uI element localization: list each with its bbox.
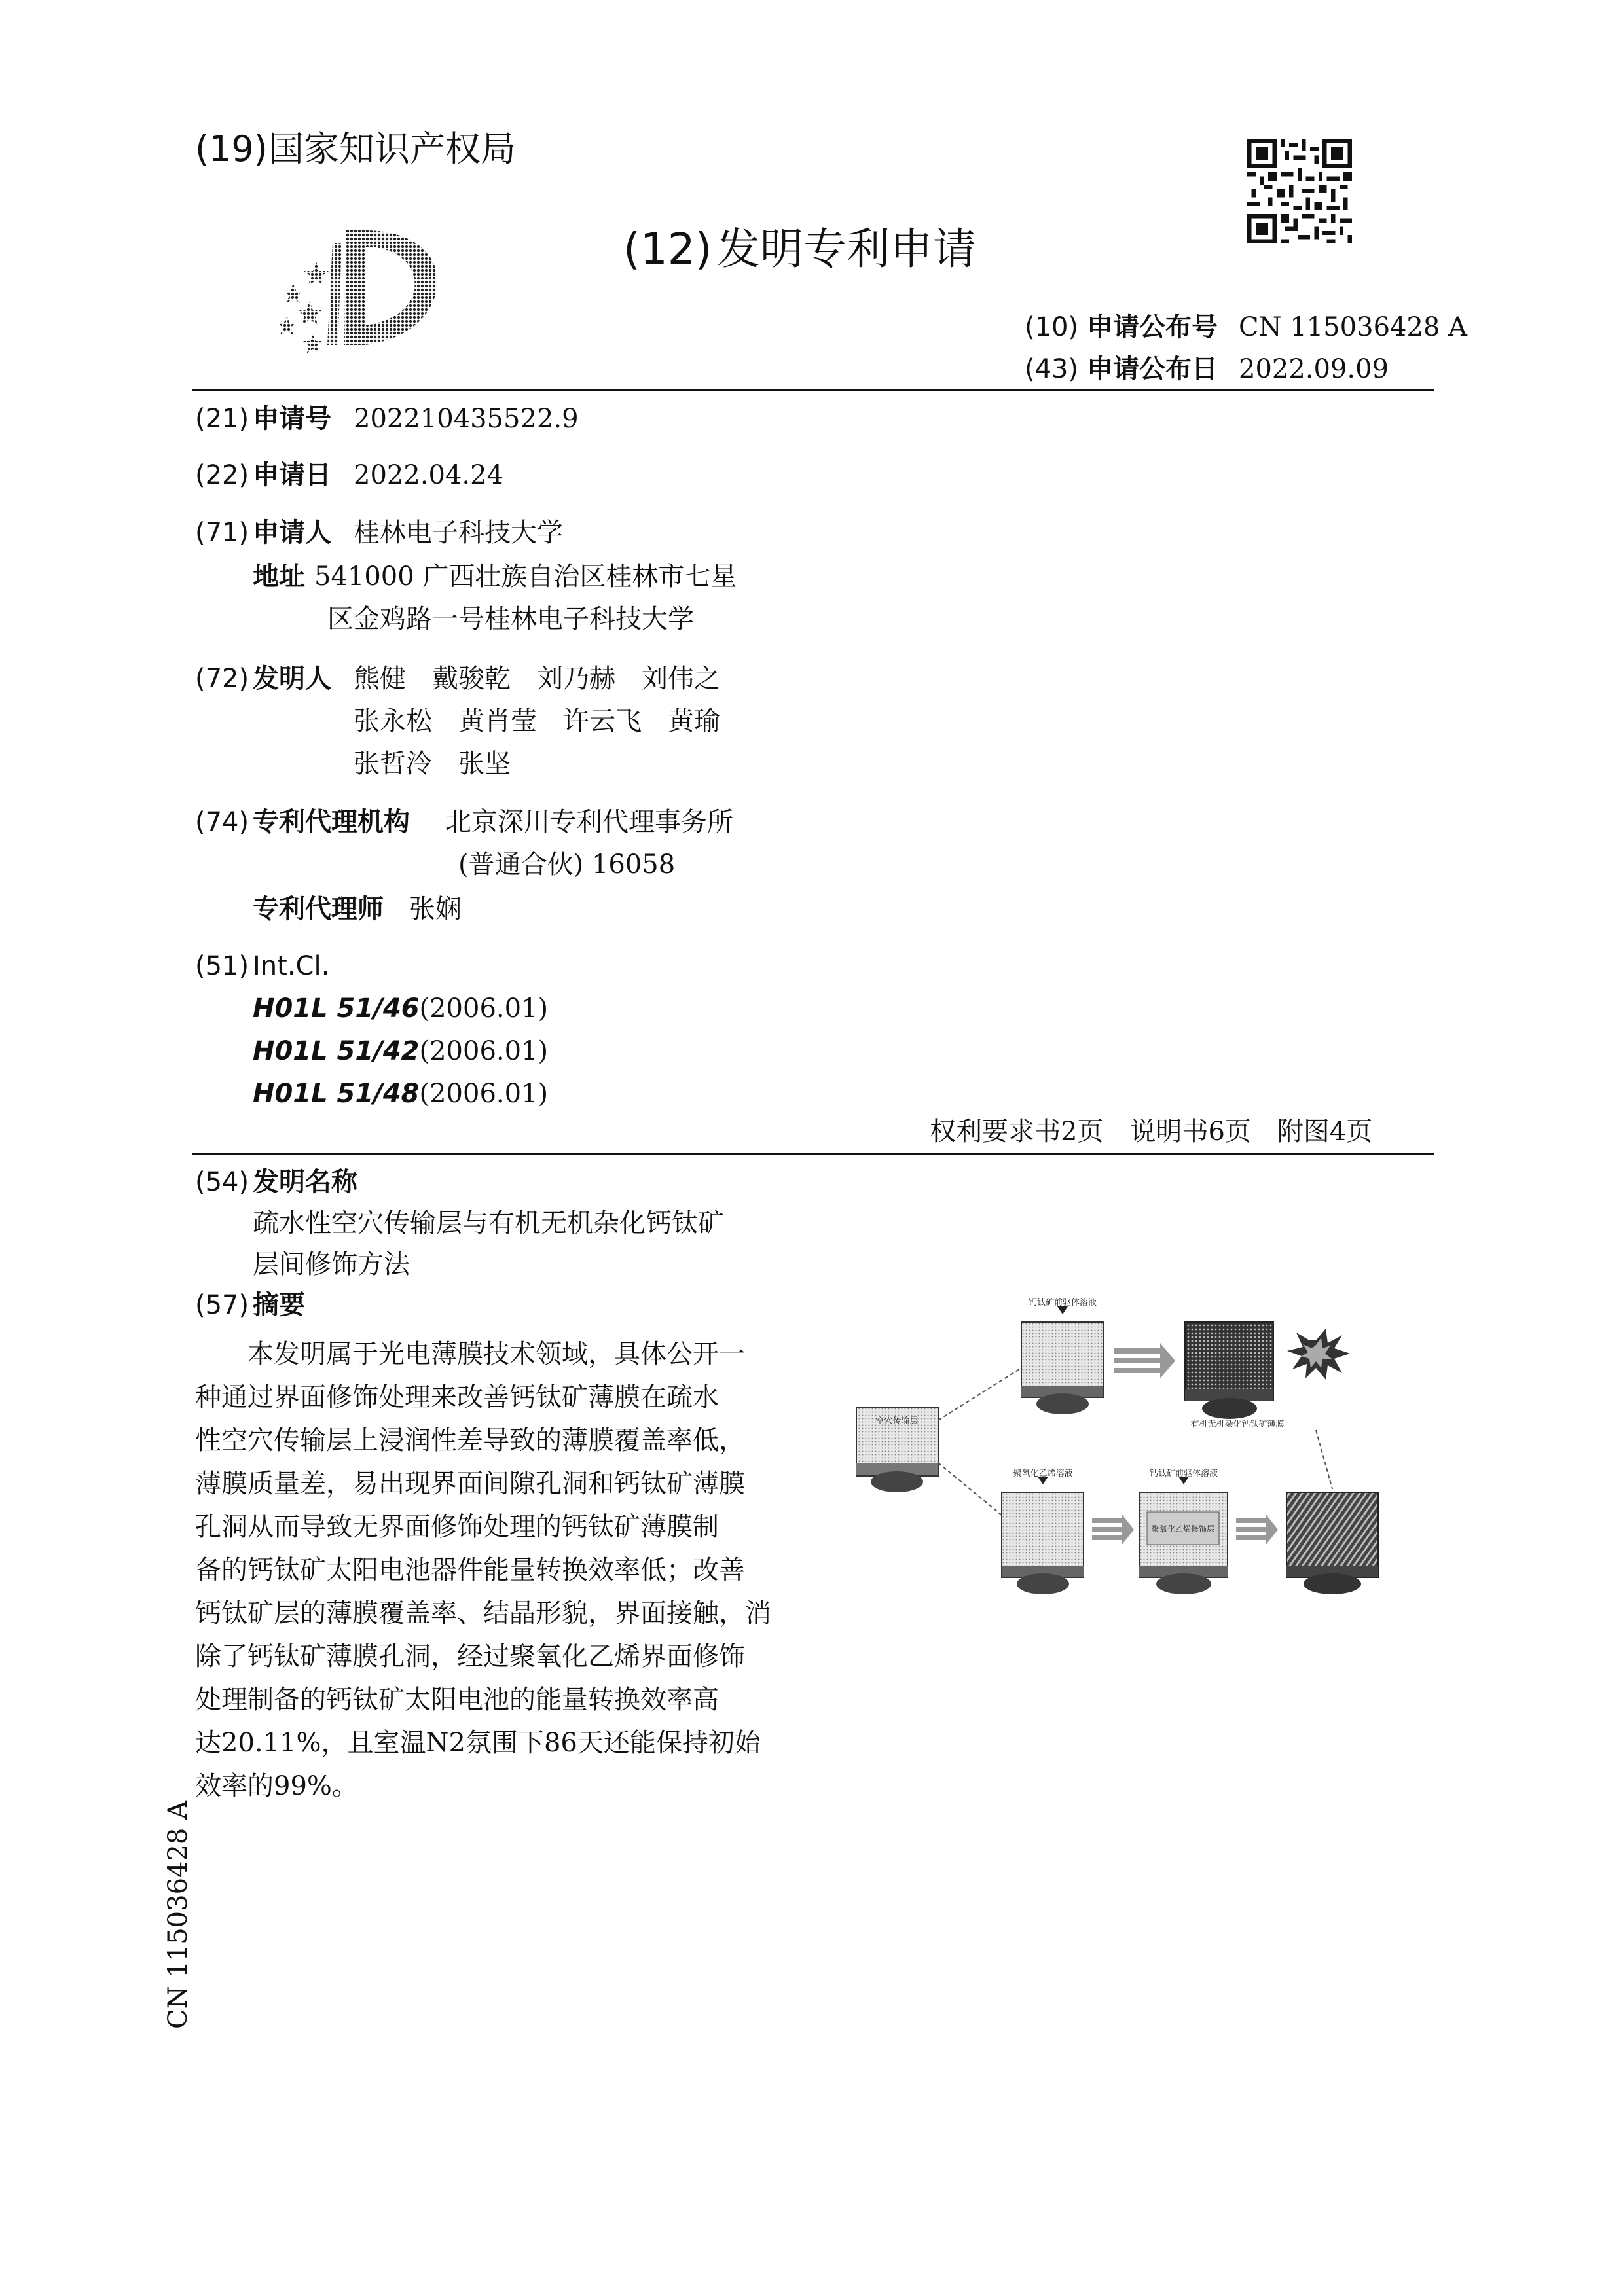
arrow-top [1114, 1343, 1175, 1378]
abstract-line: 达20.11%，且室温N2氛围下86天还能保持初始 [195, 1728, 761, 1758]
pub-date-value: 2022.09.09 [1239, 354, 1389, 384]
label-bottom-solution: 钙钛矿前驱体溶液 [1149, 1469, 1218, 1479]
agency-label: 专利代理机构 [253, 807, 410, 837]
agent-label: 专利代理师 [253, 894, 384, 924]
pub-date-label: 申请公布日 [1087, 354, 1218, 384]
peo-step [1002, 1468, 1084, 1594]
doc-type-title: 发明专利申请 [717, 224, 976, 274]
header-divider [192, 389, 1434, 391]
abstract-line: 本发明属于光电薄膜技术领域，具体公开一 [195, 1339, 745, 1369]
ipc-version: (2006.01) [419, 994, 549, 1024]
label-result-top: 有机无机杂化钙钛矿薄膜 [1190, 1420, 1285, 1429]
inventor-line-2: 张永松 黄肖莹 许云飞 黄瑜 [354, 706, 720, 736]
app-no-code: (21) [195, 404, 249, 434]
invention-title-line-1: 疏水性空穴传输层与有机无机杂化钙钛矿 [253, 1208, 724, 1238]
ipc-class: H01L 51/42 [253, 1036, 420, 1066]
address-line-1: 541000 广西壮族自治区桂林市七星 [314, 562, 737, 592]
app-no-label: 申请号 [253, 404, 331, 434]
side-margin-pub-no: CN 115036428 A [163, 1801, 193, 2029]
pub-no-label: 申请公布号 [1087, 312, 1218, 342]
inventor-label: 发明人 [253, 664, 331, 694]
abstract-line: 除了钙钛矿薄膜孔洞，经过聚氧化乙烯界面修饰 [195, 1641, 745, 1672]
invention-title-line-2: 层间修饰方法 [253, 1249, 410, 1280]
abstract-label: 摘要 [253, 1290, 305, 1320]
agency-line-2: (普通合伙) 16058 [458, 850, 676, 880]
inventor-code: (72) [195, 664, 249, 694]
app-date-value: 2022.04.24 [354, 460, 504, 490]
ipc-item [253, 1078, 548, 1109]
substrate-start [856, 1407, 938, 1492]
ipc-label: Int.Cl. [253, 951, 330, 981]
ipc-class: H01L 51/46 [253, 994, 420, 1024]
agency-code: (74) [195, 807, 249, 837]
pages-summary: 权利要求书2页 说明书6页 附图4页 [930, 1117, 1373, 1147]
abstract-body [195, 1333, 797, 1808]
abstract-line: 性空穴传输层上浸润性差导致的薄膜覆盖率低， [195, 1426, 745, 1456]
arrow-bottom-2 [1236, 1514, 1278, 1545]
agency-line-1: 北京深川专利代理事务所 [445, 807, 733, 837]
pub-date-code: (43) [1025, 354, 1079, 384]
ipc-code: (51) [195, 951, 249, 981]
pub-no-value: CN 115036428 A [1239, 312, 1467, 342]
cnipa-logo [267, 217, 464, 355]
applicant-value: 桂林电子科技大学 [354, 518, 563, 548]
top-result-film [1185, 1322, 1273, 1419]
app-no-value: 202210435522.9 [354, 404, 579, 434]
ipc-version: (2006.01) [419, 1036, 549, 1066]
inventor-line-3: 张哲泠 张坚 [354, 749, 511, 779]
abstract-line: 孔洞从而导致无界面修饰处理的钙钛矿薄膜制 [195, 1512, 719, 1542]
ipc-class: H01L 51/48 [253, 1079, 420, 1109]
abstract-line: 备的钙钛矿太阳电池器件能量转换效率低；改善 [195, 1555, 745, 1585]
office-name: 国家知识产权局 [268, 128, 516, 170]
title-label: 发明名称 [253, 1167, 357, 1197]
app-date-label: 申请日 [253, 460, 331, 490]
title-code: (54) [195, 1167, 249, 1197]
abstract-line: 钙钛矿层的薄膜覆盖率、结晶形貌，界面接触，消 [195, 1598, 771, 1628]
label-start: 空穴传输层 [875, 1416, 919, 1426]
address-line-2: 区金鸡路一号桂林电子科技大学 [327, 604, 694, 634]
bottom-result-film [1286, 1492, 1378, 1594]
app-date-code: (22) [195, 460, 249, 490]
biblio-divider [192, 1153, 1434, 1155]
abstract-figure [845, 1296, 1434, 1623]
agent-value: 张娴 [409, 894, 462, 924]
label-top-solution: 钙钛矿前驱体溶液 [1028, 1298, 1097, 1308]
ipc-item [253, 993, 548, 1024]
abstract-code: (57) [195, 1290, 249, 1320]
address-label: 地址 [253, 562, 305, 592]
top-precursor-step [1021, 1297, 1103, 1414]
applicant-code: (71) [195, 518, 249, 548]
office-code: (19) [195, 128, 268, 170]
defect-burst [1287, 1329, 1350, 1380]
applicant-label: 申请人 [253, 518, 331, 548]
label-peo-layer: 聚氧化乙烯修饰层 [1151, 1524, 1215, 1534]
arrow-bottom-1 [1092, 1514, 1134, 1545]
ipc-item [253, 1035, 548, 1067]
label-peo-solution: 聚氧化乙烯溶液 [1013, 1469, 1073, 1479]
bottom-precursor-step [1139, 1468, 1228, 1594]
pub-no-code: (10) [1025, 312, 1079, 342]
abstract-line: 薄膜质量差，易出现界面间隙孔洞和钙钛矿薄膜 [195, 1469, 745, 1499]
qr-code [1247, 139, 1352, 243]
abstract-line: 处理制备的钙钛矿太阳电池的能量转换效率高 [195, 1685, 719, 1715]
abstract-line: 效率的99%。 [195, 1771, 358, 1801]
ipc-version: (2006.01) [419, 1079, 549, 1109]
inventor-line-1: 熊健 戴骏乾 刘乃赫 刘伟之 [354, 664, 720, 694]
abstract-line: 种通过界面修饰处理来改善钙钛矿薄膜在疏水 [195, 1382, 719, 1412]
doc-type-code: (12) [623, 224, 712, 274]
